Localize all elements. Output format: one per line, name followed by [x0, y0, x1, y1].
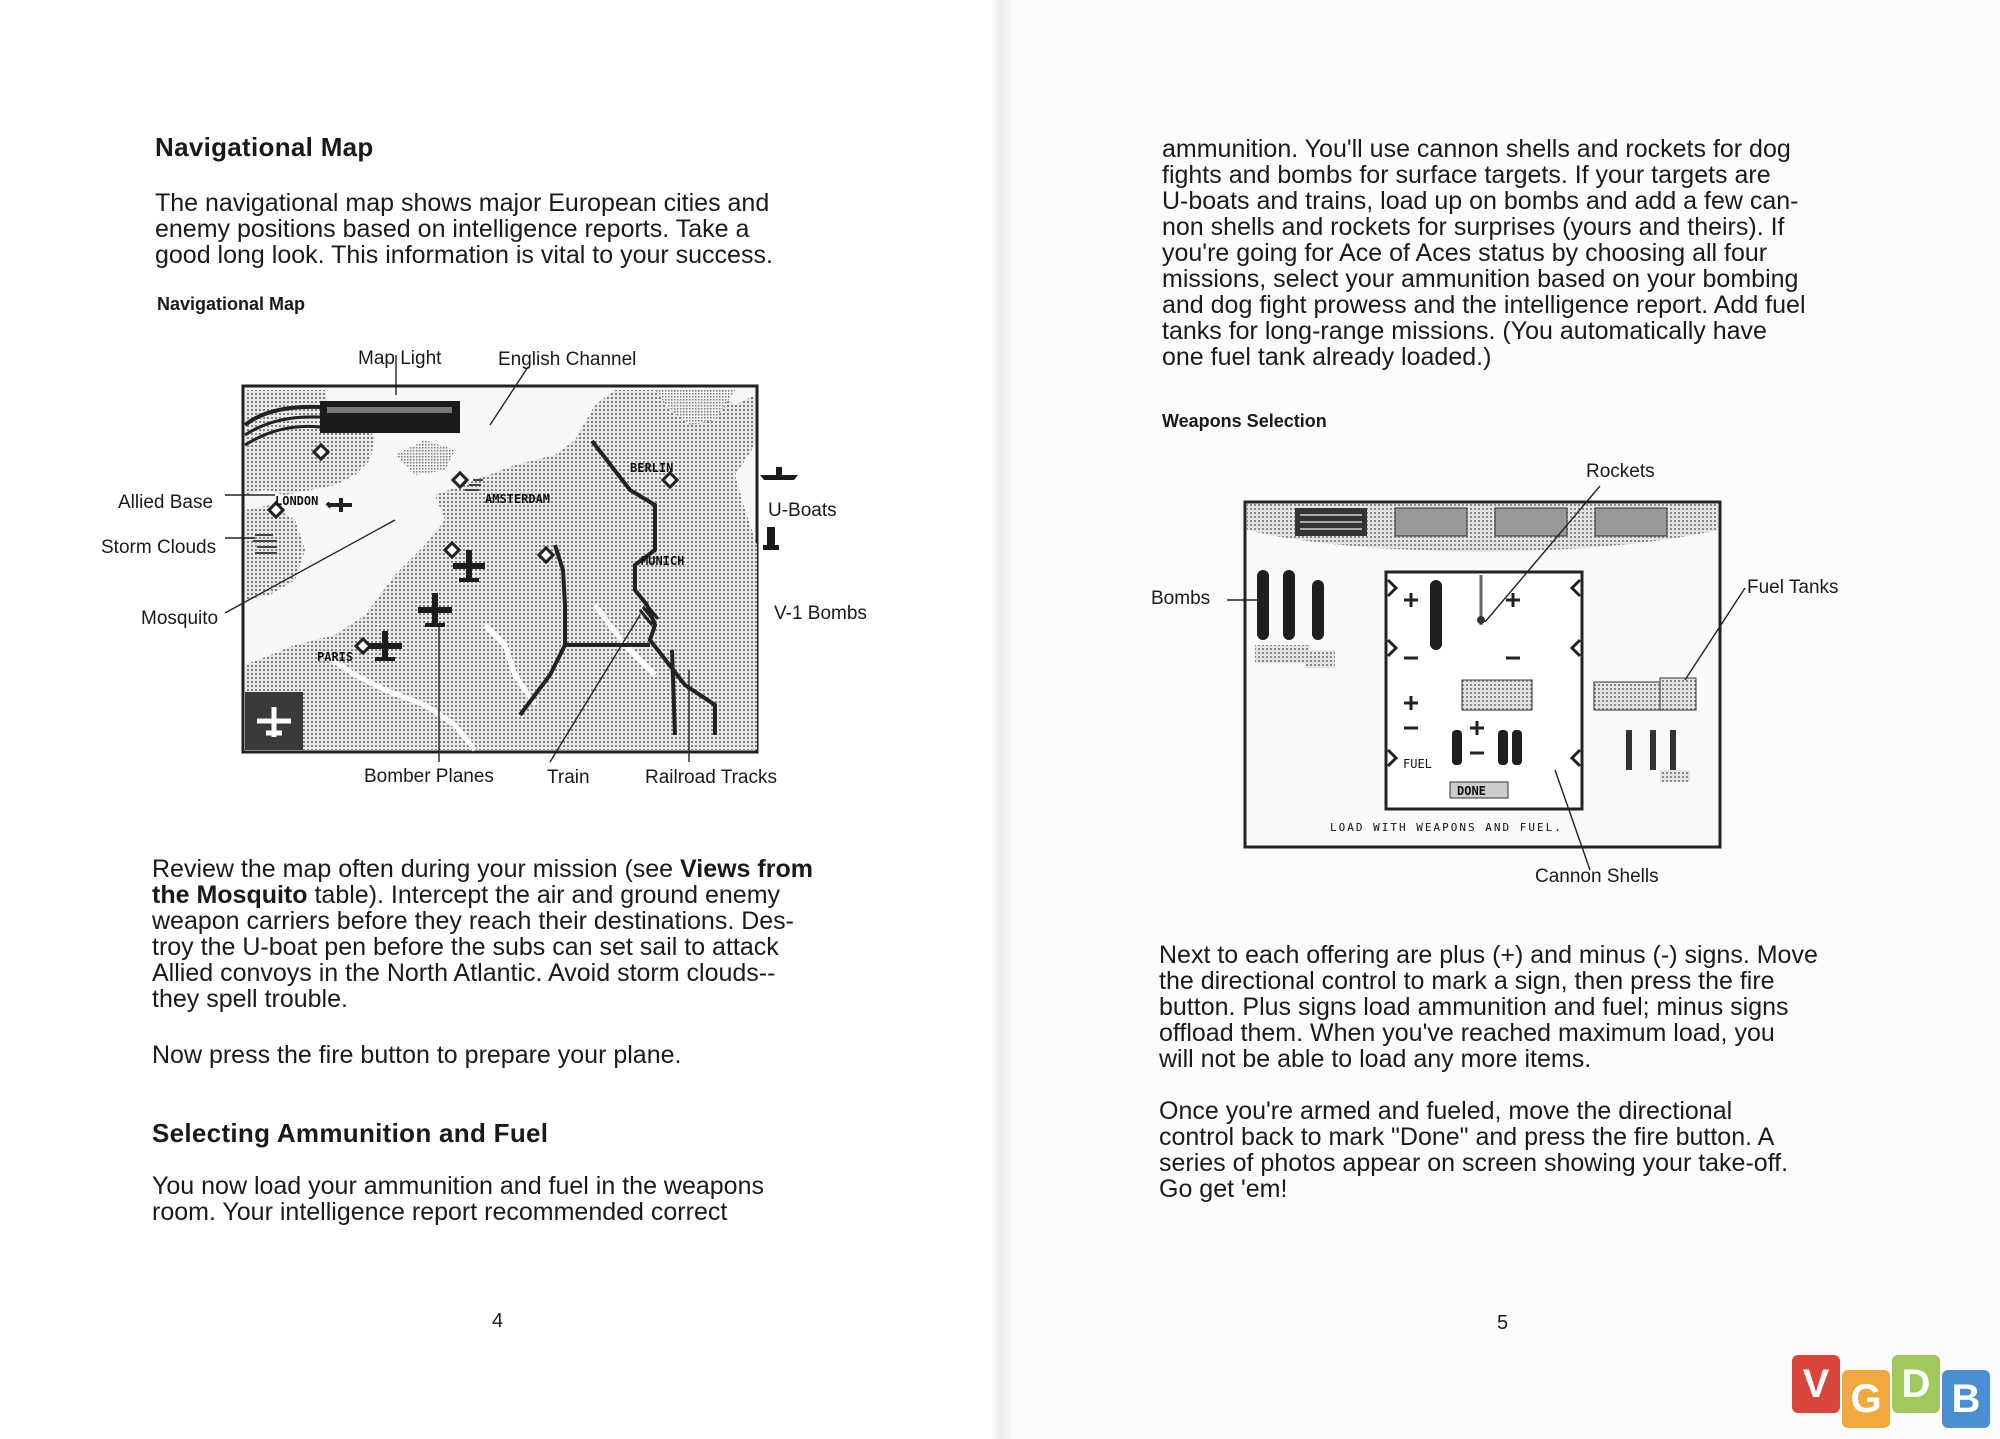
- label-storm-clouds: Storm Clouds: [101, 537, 217, 558]
- label-map-light: Map Light: [358, 348, 442, 369]
- text-line: you're going for Ace of Aces status by choosing all four: [1162, 239, 1768, 267]
- text-line: Once you're armed and fueled, move the directional: [1159, 1097, 1733, 1125]
- label-rockets: Rockets: [1586, 461, 1655, 482]
- label-railroad-tracks: Railroad Tracks: [645, 767, 777, 788]
- text-line: and dog fight prowess and the intelligence report. Add fuel: [1162, 291, 1806, 319]
- text-line: troy the U-boat pen before the subs can set sail to attack: [152, 933, 779, 961]
- text-line: Review the map often during your mission (see Views from: [152, 855, 813, 883]
- text-line: will not be able to load any more items.: [1159, 1045, 1592, 1073]
- u-boat-icon: [760, 467, 798, 480]
- vgdb-watermark-logo: [1792, 1350, 1992, 1430]
- text-line: series of photos appear on screen showing your take-off.: [1159, 1149, 1789, 1177]
- text-line: tanks for long-range missions. (You automatically have: [1162, 317, 1767, 345]
- label-train: Train: [547, 767, 590, 788]
- section-heading-ammunition: Selecting Ammunition and Fuel: [152, 1118, 549, 1148]
- label-bombs: Bombs: [1151, 588, 1211, 609]
- text-line: weapon carriers before they reach their destinations. Des-: [152, 907, 794, 935]
- text-line: they spell trouble.: [152, 985, 348, 1013]
- text-line: button. Plus signs load ammunition and fuel; minus signs: [1159, 993, 1789, 1021]
- v1-bomb-icon: [763, 527, 779, 550]
- review-paragraph: [152, 856, 813, 1012]
- intro-paragraph: [155, 190, 773, 268]
- loading-panel: [1386, 572, 1582, 809]
- label-u-boats: U-Boats: [768, 500, 837, 521]
- armed-paragraph: [1159, 1098, 1788, 1202]
- fire-button-paragraph: Now press the fire button to prepare your plane.: [152, 1041, 682, 1069]
- page-number-left: 4: [492, 1310, 504, 1332]
- label-english-channel: English Channel: [498, 349, 637, 370]
- city-label-paris: PARIS: [317, 650, 354, 664]
- weapons-selection-figure: [1150, 460, 1850, 890]
- label-mosquito: Mosquito: [141, 608, 219, 629]
- text-line: ammunition. You'll use cannon shells and rockets for dog: [1162, 135, 1791, 163]
- text-line: The navigational map shows major European cities and: [155, 189, 770, 217]
- book-gutter: [990, 0, 1012, 1439]
- text-line: You now load your ammunition and fuel in the weapons: [152, 1172, 764, 1200]
- figure-caption-weapons: Weapons Selection: [1162, 411, 1327, 431]
- done-button[interactable]: DONE: [1457, 784, 1486, 798]
- bombs-icons: [1255, 570, 1335, 668]
- text-line: fights and bombs for surface targets. If your targets are: [1162, 161, 1771, 189]
- text-line: one fuel tank already loaded.): [1162, 343, 1492, 371]
- logo-letter-g: G: [1842, 1370, 1890, 1428]
- city-label-amsterdam: AMSTERDAM: [485, 492, 551, 506]
- text-line: missions, select your ammunition based on your bombing: [1162, 265, 1799, 293]
- ammunition-paragraph: [1162, 136, 1806, 370]
- text-line: the directional control to mark a sign, then press the fire: [1159, 967, 1775, 995]
- allied-base-icon: [245, 692, 303, 750]
- fuel-label: FUEL: [1403, 757, 1432, 771]
- load-paragraph: [152, 1173, 764, 1225]
- section-heading-navigational-map: Navigational Map: [155, 132, 374, 162]
- label-bomber-planes: Bomber Planes: [364, 766, 494, 787]
- label-fuel-tanks: Fuel Tanks: [1747, 577, 1839, 598]
- city-label-munich: MUNICH: [641, 554, 685, 568]
- city-label-london: LONDON: [275, 494, 319, 508]
- label-allied-base: Allied Base: [118, 492, 214, 513]
- text-line: non shells and rockets for surprises (yours and theirs). If: [1162, 213, 1785, 241]
- text-line: Next to each offering are plus (+) and minus (-) signs. Move: [1159, 941, 1818, 969]
- text-line: offload them. When you've reached maximum load, you: [1159, 1019, 1775, 1047]
- logo-letter-b: B: [1942, 1370, 1990, 1428]
- navigational-map-figure: [95, 345, 895, 795]
- logo-letter-v: V: [1792, 1355, 1840, 1413]
- figure-caption-map: Navigational Map: [157, 294, 306, 314]
- load-status-text: LOAD WITH WEAPONS AND FUEL.: [1330, 821, 1563, 834]
- text-line: the Mosquito table). Intercept the air and ground enemy: [152, 881, 781, 909]
- text-line: enemy positions based on intelligence reports. Take a: [155, 215, 750, 243]
- page-number-right: 5: [1497, 1312, 1509, 1334]
- text-line: Allied convoys in the North Atlantic. Avoid storm clouds--: [152, 959, 776, 987]
- text-line: room. Your intelligence report recommended correct: [152, 1198, 728, 1226]
- text-line: U-boats and trains, load up on bombs and add a few can-: [1162, 187, 1799, 215]
- signs-paragraph: [1159, 942, 1818, 1072]
- text-line: control back to mark "Done" and press the fire button. A: [1159, 1123, 1775, 1151]
- logo-letter-d: D: [1892, 1355, 1940, 1413]
- text-line: good long look. This information is vital to your success.: [155, 241, 773, 269]
- text-line: Go get 'em!: [1159, 1175, 1288, 1203]
- label-cannon-shells: Cannon Shells: [1535, 866, 1659, 887]
- label-v1-bombs: V-1 Bombs: [774, 603, 867, 624]
- city-label-berlin: BERLIN: [630, 461, 674, 475]
